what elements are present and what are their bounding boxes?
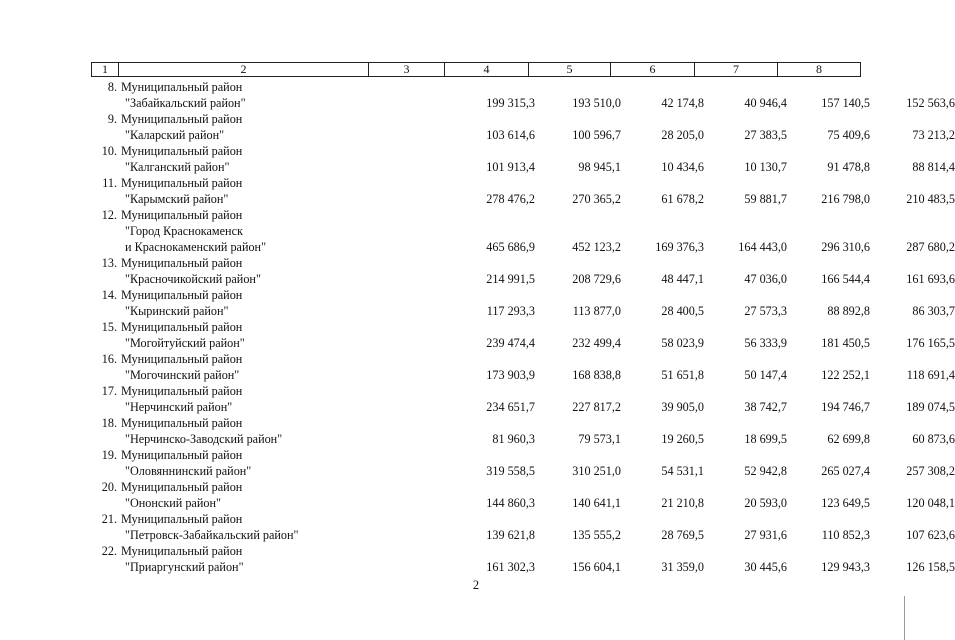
value-col-7: 265 027,4 bbox=[821, 464, 870, 478]
value-col-4: 100 596,7 bbox=[572, 128, 621, 142]
value-col-3: 139 621,8 bbox=[486, 528, 535, 542]
value-col-8: 287 680,2 bbox=[906, 240, 955, 254]
row-values bbox=[91, 127, 955, 143]
value-col-7: 166 544,4 bbox=[821, 272, 870, 286]
value-col-6: 164 443,0 bbox=[738, 240, 787, 254]
district-name-line: Муниципальный район bbox=[121, 208, 243, 222]
value-col-5: 39 905,0 bbox=[661, 400, 704, 414]
value-col-6: 27 383,5 bbox=[744, 128, 787, 142]
value-col-4: 135 555,2 bbox=[572, 528, 621, 542]
district-name-line: Муниципальный район bbox=[121, 320, 243, 334]
value-col-7: 216 798,0 bbox=[821, 192, 870, 206]
district-name-line: Муниципальный район bbox=[121, 512, 243, 526]
value-col-7: 91 478,8 bbox=[827, 160, 870, 174]
edge-mark bbox=[904, 596, 905, 640]
row-values bbox=[91, 367, 955, 383]
header-col-1: 1 bbox=[92, 63, 119, 76]
value-col-5: 48 447,1 bbox=[661, 272, 704, 286]
row-values bbox=[91, 463, 955, 479]
value-col-5: 31 359,0 bbox=[661, 560, 704, 574]
row-number: 20. bbox=[101, 480, 117, 494]
row-number: 8. bbox=[107, 80, 117, 94]
value-col-7: 62 699,8 bbox=[827, 432, 870, 446]
table-row bbox=[91, 351, 955, 383]
value-col-4: 168 838,8 bbox=[572, 368, 621, 382]
value-col-6: 40 946,4 bbox=[744, 96, 787, 110]
district-name-line: Муниципальный район bbox=[121, 176, 243, 190]
table-row bbox=[91, 287, 955, 319]
value-col-8: 73 213,2 bbox=[912, 128, 955, 142]
value-col-6: 47 036,0 bbox=[744, 272, 787, 286]
value-col-5: 10 434,6 bbox=[661, 160, 704, 174]
table-row bbox=[91, 383, 955, 415]
table-row bbox=[91, 319, 955, 351]
row-values bbox=[91, 335, 955, 351]
value-col-5: 58 023,9 bbox=[661, 336, 704, 350]
value-col-3: 278 476,2 bbox=[486, 192, 535, 206]
value-col-5: 54 531,1 bbox=[661, 464, 704, 478]
value-col-7: 157 140,5 bbox=[821, 96, 870, 110]
row-number: 19. bbox=[101, 448, 117, 462]
value-col-7: 181 450,5 bbox=[821, 336, 870, 350]
district-name-line: Муниципальный район bbox=[121, 144, 243, 158]
row-number: 10. bbox=[101, 144, 117, 158]
value-col-4: 208 729,6 bbox=[572, 272, 621, 286]
value-col-7: 122 252,1 bbox=[821, 368, 870, 382]
value-col-5: 42 174,8 bbox=[661, 96, 704, 110]
row-number: 14. bbox=[101, 288, 117, 302]
row-number: 22. bbox=[101, 544, 117, 558]
district-name-line: и Краснокаменский район" bbox=[125, 240, 267, 254]
district-name-line: "Город Краснокаменск bbox=[125, 224, 243, 238]
value-col-8: 107 623,6 bbox=[906, 528, 955, 542]
row-values bbox=[91, 495, 955, 511]
district-name-line: "Ононский район" bbox=[125, 496, 221, 510]
row-number: 9. bbox=[107, 112, 117, 126]
table-row bbox=[91, 111, 955, 143]
table-row bbox=[91, 415, 955, 447]
value-col-3: 234 651,7 bbox=[486, 400, 535, 414]
value-col-6: 10 130,7 bbox=[744, 160, 787, 174]
row-values bbox=[91, 303, 955, 319]
value-col-6: 27 573,3 bbox=[744, 304, 787, 318]
value-col-8: 257 308,2 bbox=[906, 464, 955, 478]
value-col-5: 169 376,3 bbox=[655, 240, 704, 254]
district-name-line: "Могойтуйский район" bbox=[125, 336, 245, 350]
header-col-5: 5 bbox=[529, 63, 611, 76]
value-col-7: 296 310,6 bbox=[821, 240, 870, 254]
row-number: 15. bbox=[101, 320, 117, 334]
value-col-5: 28 205,0 bbox=[661, 128, 704, 142]
value-col-8: 118 691,4 bbox=[906, 368, 955, 382]
table-row bbox=[91, 511, 955, 543]
district-name-line: "Каларский район" bbox=[125, 128, 225, 142]
value-col-7: 194 746,7 bbox=[821, 400, 870, 414]
row-values bbox=[91, 239, 955, 255]
value-col-6: 27 931,6 bbox=[744, 528, 787, 542]
value-col-6: 20 593,0 bbox=[744, 496, 787, 510]
row-number: 16. bbox=[101, 352, 117, 366]
value-col-5: 19 260,5 bbox=[661, 432, 704, 446]
value-col-4: 193 510,0 bbox=[572, 96, 621, 110]
value-col-3: 81 960,3 bbox=[492, 432, 535, 446]
district-name-line: Муниципальный район bbox=[121, 352, 243, 366]
district-name-line: "Калганский район" bbox=[125, 160, 230, 174]
district-name-line: Муниципальный район bbox=[121, 544, 243, 558]
district-name-line: "Красночикойский район" bbox=[125, 272, 261, 286]
value-col-4: 113 877,0 bbox=[572, 304, 621, 318]
table-row bbox=[91, 79, 955, 111]
district-name-line: Муниципальный район bbox=[121, 384, 243, 398]
header-col-2: 2 bbox=[119, 63, 369, 76]
table-body bbox=[91, 79, 955, 575]
value-col-6: 56 333,9 bbox=[744, 336, 787, 350]
header-col-3: 3 bbox=[369, 63, 445, 76]
row-values bbox=[91, 191, 955, 207]
district-name-line: Муниципальный район bbox=[121, 80, 243, 94]
row-number: 21. bbox=[101, 512, 117, 526]
value-col-4: 310 251,0 bbox=[572, 464, 621, 478]
value-col-7: 88 892,8 bbox=[827, 304, 870, 318]
value-col-3: 214 991,5 bbox=[486, 272, 535, 286]
header-col-6: 6 bbox=[611, 63, 695, 76]
table-row bbox=[91, 175, 955, 207]
table-row bbox=[91, 207, 955, 255]
value-col-3: 161 302,3 bbox=[486, 560, 535, 574]
header-col-7: 7 bbox=[695, 63, 778, 76]
district-name-line: Муниципальный район bbox=[121, 288, 243, 302]
value-col-6: 38 742,7 bbox=[744, 400, 787, 414]
value-col-3: 319 558,5 bbox=[486, 464, 535, 478]
value-col-8: 126 158,5 bbox=[906, 560, 955, 574]
value-col-8: 60 873,6 bbox=[912, 432, 955, 446]
table-header-row bbox=[91, 62, 861, 77]
value-col-3: 101 913,4 bbox=[486, 160, 535, 174]
row-number: 12. bbox=[101, 208, 117, 222]
value-col-4: 452 123,2 bbox=[572, 240, 621, 254]
value-col-6: 30 445,6 bbox=[744, 560, 787, 574]
value-col-6: 18 699,5 bbox=[744, 432, 787, 446]
district-name-line: "Оловяннинский район" bbox=[125, 464, 252, 478]
value-col-8: 210 483,5 bbox=[906, 192, 955, 206]
value-col-8: 189 074,5 bbox=[906, 400, 955, 414]
value-col-4: 156 604,1 bbox=[572, 560, 621, 574]
district-name-line: Муниципальный район bbox=[121, 112, 243, 126]
row-values bbox=[91, 527, 955, 543]
district-name-line: "Кыринский район" bbox=[125, 304, 229, 318]
row-number: 11. bbox=[102, 176, 117, 190]
value-col-4: 79 573,1 bbox=[578, 432, 621, 446]
row-number: 13. bbox=[101, 256, 117, 270]
header-col-8: 8 bbox=[816, 62, 822, 76]
header-col-4: 4 bbox=[445, 63, 529, 76]
value-col-6: 52 942,8 bbox=[744, 464, 787, 478]
value-col-4: 232 499,4 bbox=[572, 336, 621, 350]
value-col-5: 28 769,5 bbox=[661, 528, 704, 542]
table-row bbox=[91, 543, 955, 575]
value-col-3: 173 903,9 bbox=[486, 368, 535, 382]
table-row bbox=[91, 447, 955, 479]
row-values bbox=[91, 271, 955, 287]
value-col-7: 110 852,3 bbox=[821, 528, 870, 542]
value-col-6: 59 881,7 bbox=[744, 192, 787, 206]
district-name-line: Муниципальный район bbox=[121, 256, 243, 270]
table-row bbox=[91, 479, 955, 511]
value-col-3: 199 315,3 bbox=[486, 96, 535, 110]
table-row bbox=[91, 143, 955, 175]
value-col-8: 88 814,4 bbox=[912, 160, 955, 174]
value-col-8: 86 303,7 bbox=[912, 304, 955, 318]
value-col-4: 98 945,1 bbox=[578, 160, 621, 174]
value-col-4: 227 817,2 bbox=[572, 400, 621, 414]
district-name-line: Муниципальный район bbox=[121, 416, 243, 430]
value-col-6: 50 147,4 bbox=[744, 368, 787, 382]
value-col-7: 129 943,3 bbox=[821, 560, 870, 574]
value-col-8: 161 693,6 bbox=[906, 272, 955, 286]
district-name-line: "Нерчинский район" bbox=[125, 400, 233, 414]
value-col-8: 120 048,1 bbox=[906, 496, 955, 510]
row-values bbox=[91, 399, 955, 415]
district-name-line: Муниципальный район bbox=[121, 448, 243, 462]
value-col-7: 123 649,5 bbox=[821, 496, 870, 510]
value-col-3: 239 474,4 bbox=[486, 336, 535, 350]
row-values bbox=[91, 559, 955, 575]
value-col-5: 21 210,8 bbox=[661, 496, 704, 510]
row-number: 17. bbox=[101, 384, 117, 398]
value-col-5: 61 678,2 bbox=[661, 192, 704, 206]
row-values bbox=[91, 159, 955, 175]
row-number: 18. bbox=[101, 416, 117, 430]
value-col-5: 28 400,5 bbox=[661, 304, 704, 318]
district-name-line: "Приаргунский район" bbox=[125, 560, 244, 574]
value-col-3: 117 293,3 bbox=[486, 304, 535, 318]
district-name-line: Муниципальный район bbox=[121, 480, 243, 494]
value-col-5: 51 651,8 bbox=[661, 368, 704, 382]
row-values bbox=[91, 95, 955, 111]
value-col-3: 465 686,9 bbox=[486, 240, 535, 254]
value-col-7: 75 409,6 bbox=[827, 128, 870, 142]
value-col-3: 103 614,6 bbox=[486, 128, 535, 142]
district-name-line: "Забайкальский район" bbox=[125, 96, 246, 110]
value-col-4: 270 365,2 bbox=[572, 192, 621, 206]
value-col-8: 176 165,5 bbox=[906, 336, 955, 350]
value-col-4: 140 641,1 bbox=[572, 496, 621, 510]
district-name-line: "Могочинский район" bbox=[125, 368, 240, 382]
value-col-8: 152 563,6 bbox=[906, 96, 955, 110]
table-row bbox=[91, 255, 955, 287]
value-col-3: 144 860,3 bbox=[486, 496, 535, 510]
district-name-line: "Карымский район" bbox=[125, 192, 229, 206]
row-values bbox=[91, 431, 955, 447]
district-name-line: "Нерчинско-Заводский район" bbox=[125, 432, 283, 446]
page-number: 2 bbox=[472, 578, 480, 592]
district-name-line: "Петровск-Забайкальский район" bbox=[125, 528, 299, 542]
